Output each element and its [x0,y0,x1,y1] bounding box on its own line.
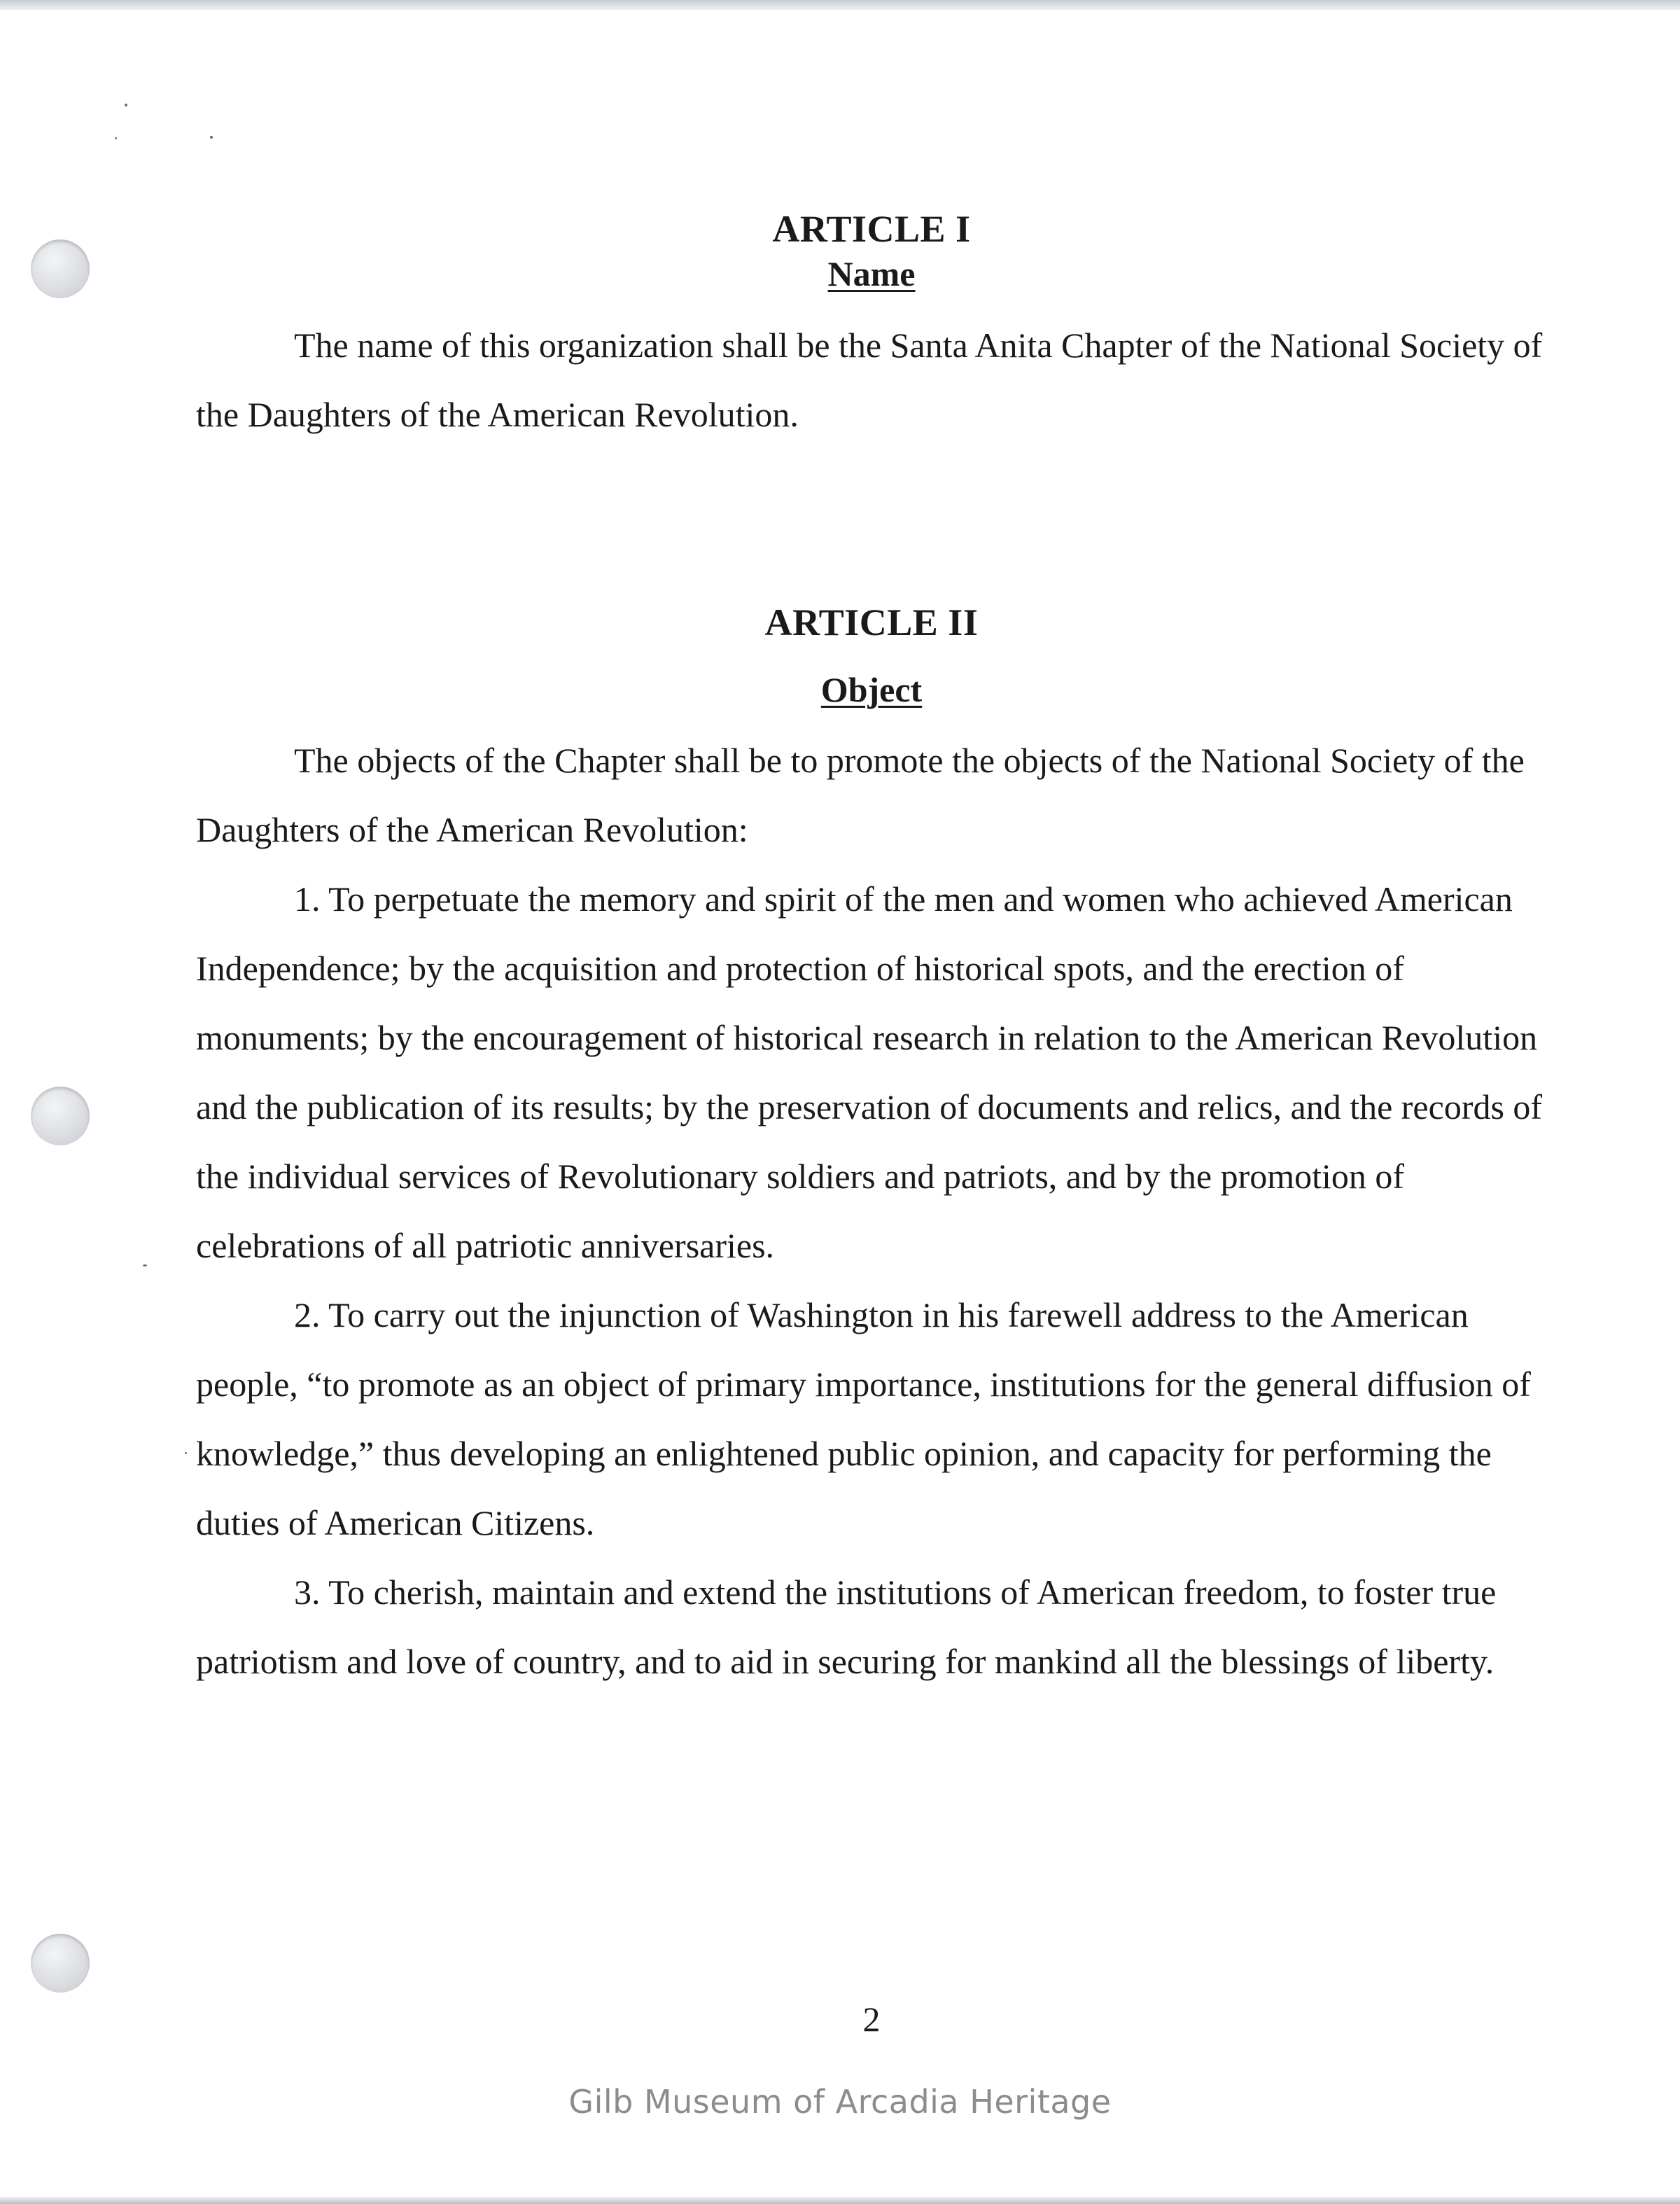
scan-bottom-edge [0,2197,1680,2204]
article-2-item-3: 3. To cherish, maintain and extend the institutions of American freedom, to foster true patriotism and love of country, and to aid in securing for mankind all the blessings of liberty. [196,1572,1497,1681]
punch-hole-middle [31,1087,90,1145]
scan-speck [210,136,213,139]
article-1-paragraph: The name of this organization shall be the Santa Anita Chapter of the National Society of the Daughters of the American Revolution. [196,326,1543,434]
scan-speck [125,104,127,106]
scan-speck [115,137,117,139]
article-1-subheading: Name [827,254,916,293]
article-2-item-1: 1. To perpetuate the memory and spirit of the men and women who achieved American Independence; by the acquisition and protection of historical spots, and the erection of monuments; by the encouragement of historical research in relation to the American Revolution and the publication of its results; by the preservation of documents and relics, and the records of the individual services of Revolutionary soldiers and patriots, and by the promotion of celebrations of all patriotic anniversaries. [196,879,1543,1265]
scan-top-edge [0,0,1680,10]
article-2-item-2: 2. To carry out the injunction of Washington in his farewell address to the American people, “to promote as an object of primary importance, institutions for the general diffusion of knowledge,” thus developing an enlightened public opinion, and capacity for performing the duties of American Citizens. [196,1295,1531,1542]
article-1-heading: ARTICLE I [772,208,971,250]
article-2-heading: ARTICLE II [764,601,979,643]
scan-speck [143,1264,147,1267]
scan-speck [185,1452,187,1454]
punch-hole-bottom [31,1934,90,1993]
article-2-intro: The objects of the Chapter shall be to promote the objects of the National Society of the Daughters of the American Revolution: [196,741,1525,849]
watermark: Gilb Museum of Arcadia Heritage [568,2083,1112,2121]
page-number: 2 [862,2000,881,2039]
article-2-subheading: Object [820,670,923,709]
